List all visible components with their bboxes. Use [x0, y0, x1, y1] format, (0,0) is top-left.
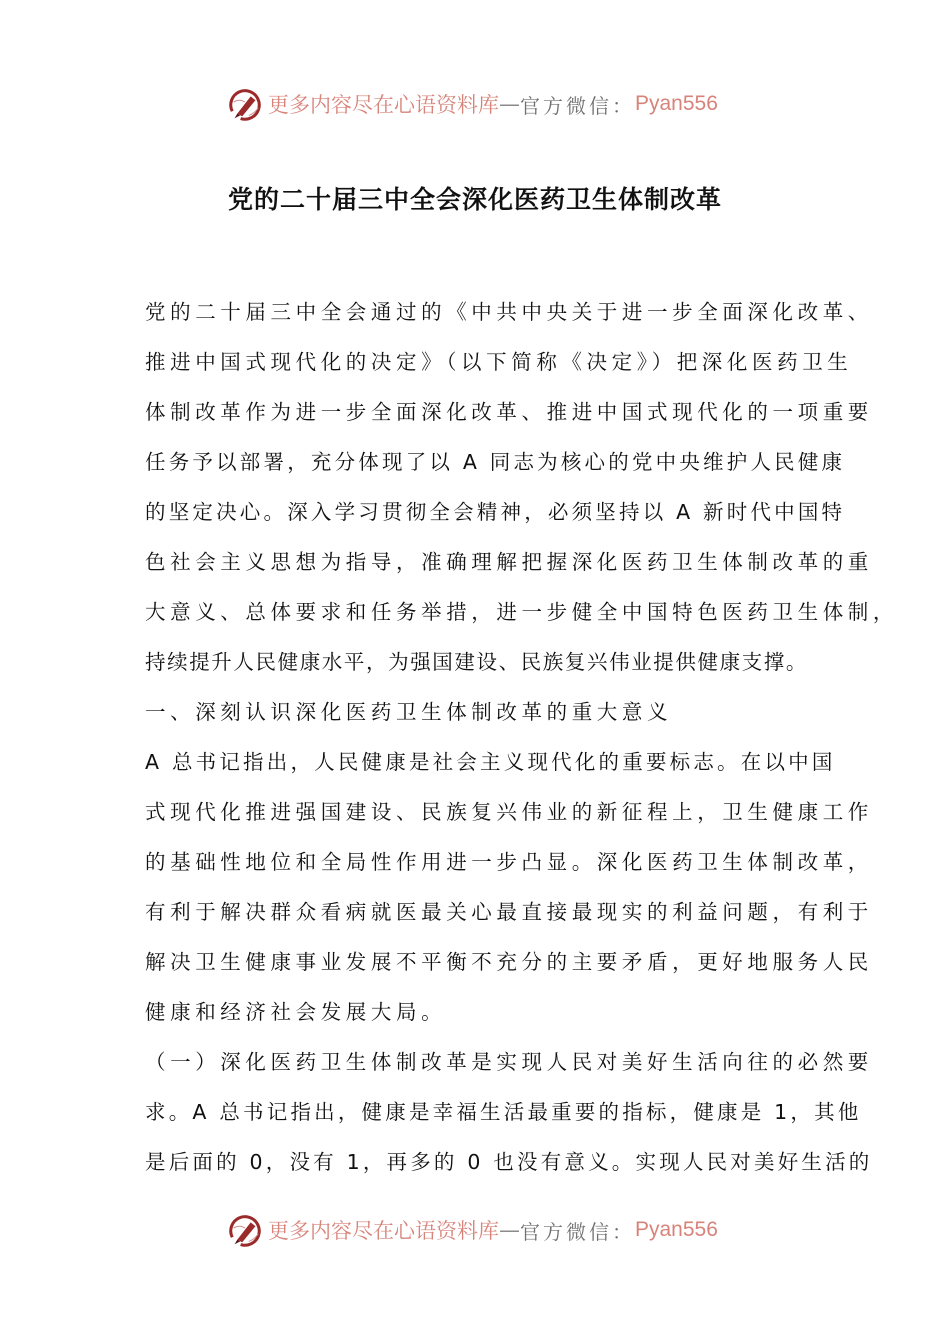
- wechat-label: 官方微信：: [520, 1219, 635, 1244]
- quill-pen-logo-icon: [226, 1211, 264, 1249]
- banner-dash: —: [499, 92, 520, 116]
- body-line: 持续提升人民健康水平，为强国建设、民族复兴伟业提供健康支撑。: [145, 650, 808, 674]
- body-line: 党的二十届三中全会通过的《中共中央关于进一步全面深化改革、: [145, 300, 873, 324]
- body-line: 任务予以部署，充分体现了以 A 同志为核心的党中央维护人民健康: [145, 450, 846, 474]
- body-line: 是后面的 0，没有 1，再多的 0 也没有意义。实现人民对美好生活的: [145, 1150, 873, 1174]
- body-line: 式现代化推进强国建设、民族复兴伟业的新征程上，卫生健康工作: [145, 800, 873, 824]
- document-title: 党的二十届三中全会深化医药卫生体制改革: [227, 185, 722, 214]
- body-line: 的坚定决心。深入学习贯彻全会精神，必须坚持以 A 新时代中国特: [145, 500, 846, 524]
- body-line: 的基础性地位和全局性作用进一步凸显。深化医药卫生体制改革，: [145, 850, 873, 874]
- section-heading: 一、深刻认识深化医药卫生体制改革的重大意义: [145, 700, 673, 724]
- body-line: 推进中国式现代化的决定》（以下简称《决定》）把深化医药卫生: [145, 350, 853, 374]
- promo-text: 更多内容尽在心语资料库: [268, 93, 499, 117]
- body-line: 解决卫生健康事业发展不平衡不充分的主要矛盾，更好地服务人民: [145, 950, 873, 974]
- body-line: 求。A 总书记指出，健康是幸福生活最重要的指标，健康是 1，其他: [145, 1100, 862, 1124]
- promo-text: 更多内容尽在心语资料库: [268, 1219, 499, 1243]
- quill-pen-logo-icon: [226, 85, 264, 123]
- document-body: [145, 296, 898, 1196]
- body-line: 体制改革作为进一步全面深化改革、推进中国式现代化的一项重要: [145, 400, 873, 424]
- footer-banner: [226, 1210, 726, 1250]
- body-line: A 总书记指出，人民健康是社会主义现代化的重要标志。在以中国: [145, 750, 836, 774]
- subsection-heading: （一）深化医药卫生体制改革是实现人民对美好生活向往的必然要: [145, 1050, 873, 1074]
- body-line: 健康和经济社会发展大局。: [145, 1000, 447, 1024]
- wechat-id: Pyan556: [635, 1218, 718, 1241]
- header-banner: [226, 84, 726, 124]
- body-line: 色社会主义思想为指导，准确理解把握深化医药卫生体制改革的重: [145, 550, 873, 574]
- banner-dash: —: [499, 1218, 520, 1242]
- wechat-label: 官方微信：: [520, 93, 635, 118]
- wechat-id: Pyan556: [635, 92, 718, 115]
- body-line: 有利于解决群众看病就医最关心最直接最现实的利益问题，有利于: [145, 900, 873, 924]
- body-line: 大意义、总体要求和任务举措，进一步健全中国特色医药卫生体制，: [145, 600, 898, 624]
